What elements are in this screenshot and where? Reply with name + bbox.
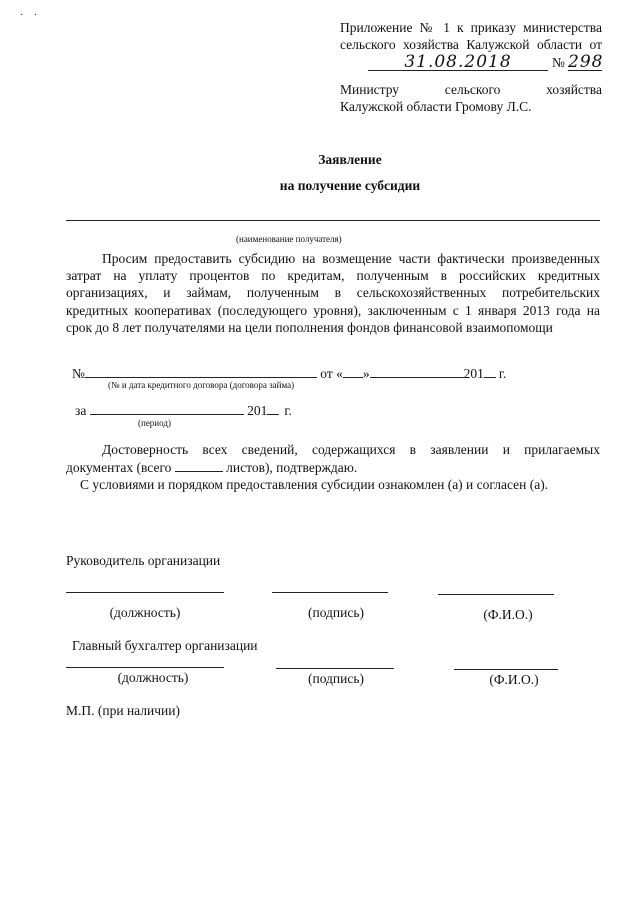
contract-day-field[interactable] <box>343 364 363 378</box>
accountant-fio-caption: (Ф.И.О.) <box>489 672 539 687</box>
head-signature-caption: (подпись) <box>307 605 365 620</box>
period-year-suffix: г. <box>284 403 292 418</box>
order-number-sign: № <box>552 55 565 70</box>
contract-year-field[interactable] <box>484 364 496 378</box>
period-line <box>75 401 292 419</box>
header-line-1: Приложение № 1 к приказу министерства <box>340 20 602 35</box>
confirmation-paragraph <box>66 441 600 476</box>
header-line-2: сельского хозяйства Калужской области от <box>340 37 602 52</box>
period-caption: (период) <box>138 418 171 428</box>
accountant-fio-line[interactable] <box>454 669 558 670</box>
confirmation-line-2a: документах (всего <box>66 460 172 476</box>
accountant-position-caption: (должность) <box>117 670 189 685</box>
request-line-4: кредитных кооперативах (последующего уровня), заключенным с 1 января 2013 года на <box>66 302 600 318</box>
addressee-block <box>340 81 602 115</box>
accountant-position-line[interactable] <box>66 667 224 668</box>
addressee-line-1: Министру сельского хозяйства <box>340 82 602 97</box>
order-date-handwritten: 31.08.2018 <box>368 54 548 71</box>
request-line-2: затрат на уплату процентов по кредитам, полученным в российских кредитных <box>66 268 600 284</box>
head-fio-line[interactable] <box>438 594 554 595</box>
request-paragraph <box>66 250 600 336</box>
confirmation-line-2b: листов), подтверждаю. <box>226 460 358 476</box>
contract-quote-close: » <box>362 366 370 381</box>
head-fio-caption: (Ф.И.О.) <box>483 607 533 622</box>
stamp-caption: М.П. (при наличии) <box>66 703 180 718</box>
request-line-1: Просим предоставить субсидию на возмещение части фактически произведенных <box>102 251 600 266</box>
contract-number-sign: № <box>72 366 85 381</box>
accountant-signature-line[interactable] <box>276 668 394 669</box>
applicant-name-line <box>66 220 600 221</box>
period-field[interactable] <box>90 401 244 415</box>
accountant-title: Главный бухгалтер организации <box>72 638 258 653</box>
order-number-handwritten: 298 <box>568 52 604 72</box>
contract-year-prefix: 201 <box>463 366 484 381</box>
period-year-prefix: 201 <box>247 403 268 418</box>
request-line-5: срок до 8 лет получателями на цели пополнения фондов финансовой взаимопомощи <box>66 319 553 335</box>
contract-number-field[interactable] <box>85 364 317 378</box>
applicant-name-caption: (наименование получателя) <box>236 234 342 244</box>
request-line-3: организациях, и займам, полученным в сельскохозяйственных потребительских <box>66 285 600 301</box>
accountant-signature-caption: (подпись) <box>307 671 365 686</box>
contract-caption: (№ и дата кредитного договора (договора займа) <box>108 380 295 390</box>
document-title: Заявление <box>318 152 382 167</box>
order-date-number-line <box>340 54 602 72</box>
contract-year-suffix: г. <box>498 366 507 381</box>
head-title: Руководитель организации <box>66 553 221 568</box>
head-position-line[interactable] <box>66 592 224 593</box>
confirmation-line-1: Достоверность всех сведений, содержащихся в заявлении и прилагаемых <box>102 442 600 457</box>
head-signature-line[interactable] <box>272 592 388 593</box>
document-subtitle: на получение субсидии <box>279 178 421 193</box>
period-year-field[interactable] <box>267 401 279 415</box>
contract-month-field[interactable] <box>370 364 464 378</box>
sheet-count-field[interactable] <box>175 458 223 472</box>
appendix-header <box>340 19 602 53</box>
head-position-caption: (должность) <box>109 605 181 620</box>
conditions-line: С условиями и порядком предоставления субсидии ознакомлен (а) и согласен (а). <box>80 477 549 492</box>
period-for-label: за <box>75 403 87 418</box>
addressee-line-2: Калужской области Громову Л.С. <box>340 99 532 114</box>
scan-speck-marks: · · <box>20 10 42 21</box>
contract-from-label: от « <box>320 366 343 381</box>
